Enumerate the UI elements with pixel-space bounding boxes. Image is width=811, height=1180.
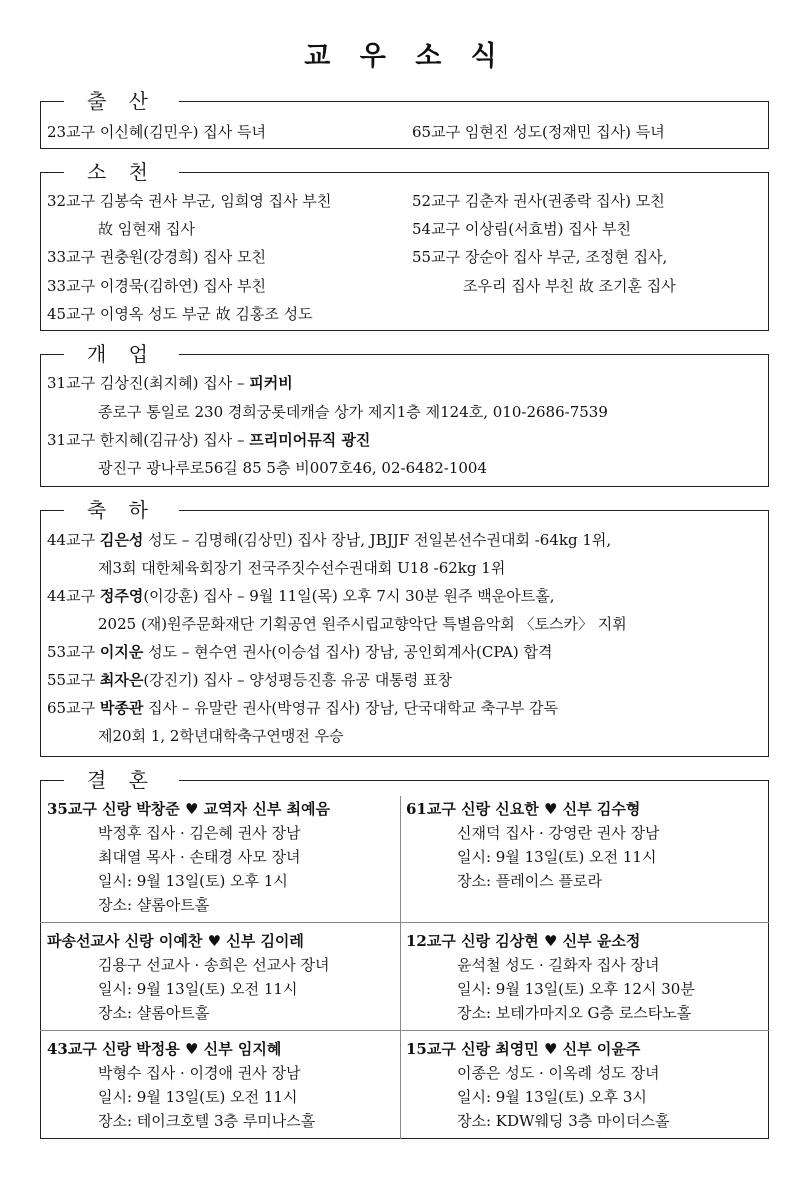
wedding-detail: 최대열 목사 · 손태경 사모 장녀	[98, 848, 301, 866]
opening-prefix: 31교구 한지혜(김규상) 집사 –	[47, 431, 250, 449]
congrats-text: 성도 – 김명해(김상민) 집사 장남, JBJJF 전일본선수권대회 -64kg 1위,	[143, 531, 612, 549]
congrats-parish: 53교구	[47, 643, 100, 661]
congrats-cont: 제20회 1, 2학년대학축구연맹전 우승	[98, 727, 344, 745]
wedding-detail: 장소: KDW웨딩 3층 마이더스홀	[457, 1112, 670, 1130]
opening-item	[47, 373, 293, 393]
congrats-name: 최자은	[99, 671, 144, 689]
wedding-couple: 43교구 신랑 박정용 ♥ 신부 임지혜	[47, 1040, 282, 1058]
congrats-name: 정주영	[99, 587, 144, 605]
wedding-heading: 결 혼	[64, 767, 179, 793]
page-title: 교 우 소 식	[304, 41, 507, 72]
congrats-item	[47, 670, 452, 690]
wedding-detail: 일시: 9월 13일(토) 오후 12시 30분	[457, 980, 695, 998]
birth-item: 23교구 이신혜(김민우) 집사 득녀	[47, 123, 266, 141]
wedding-detail: 일시: 9월 13일(토) 오전 11시	[98, 980, 298, 998]
opening-item	[47, 430, 370, 450]
wedding-couple: 12교구 신랑 김상현 ♥ 신부 윤소정	[406, 932, 641, 950]
congrats-name: 박종관	[99, 699, 144, 717]
opening-heading: 개 업	[64, 341, 179, 367]
opening-prefix: 31교구 김상진(최지혜) 집사 –	[47, 374, 250, 392]
congrats-name: 이지운	[99, 643, 144, 661]
congrats-item	[47, 642, 552, 662]
congrats-cont: 2025 (재)원주문화재단 기획공연 원주시립교향악단 특별음악회 〈토스카〉 지휘	[98, 615, 627, 633]
congrats-text: (강진기) 집사 – 양성평등진흥 유공 대통령 표창	[143, 671, 452, 689]
wedding-detail: 신재덕 집사 · 강영란 권사 장남	[457, 824, 660, 842]
opening-detail: 광진구 광나루로56길 85 5층 비007호46, 02-6482-1004	[98, 459, 488, 477]
congrats-text: 성도 – 현수연 권사(이승섭 집사) 장남, 공인회계사(CPA) 합격	[143, 643, 553, 661]
congrats-text: (이강훈) 집사 – 9월 11일(목) 오후 7시 30분 원주 백운아트홀,	[143, 587, 555, 605]
wedding-couple: 15교구 신랑 최영민 ♥ 신부 이윤주	[406, 1040, 641, 1058]
wedding-couple: 파송선교사 신랑 이예찬 ♥ 신부 김이레	[47, 932, 304, 950]
wedding-detail: 이종은 성도 · 이옥례 성도 장녀	[457, 1064, 660, 1082]
congrats-parish: 55교구	[47, 671, 100, 689]
wedding-detail: 일시: 9월 13일(토) 오전 11시	[98, 1088, 298, 1106]
wedding-card	[406, 797, 660, 893]
wedding-detail: 일시: 9월 13일(토) 오후 1시	[98, 872, 288, 890]
wedding-detail: 장소: 샬롬아트홀	[98, 1004, 210, 1022]
wedding-detail: 박정후 집사 · 김은혜 권사 장남	[98, 824, 301, 842]
wedding-row-divider	[40, 922, 769, 923]
wedding-detail: 김용구 선교사 · 송희은 선교사 장녀	[98, 956, 330, 974]
wedding-card	[406, 1037, 669, 1133]
wedding-couple: 35교구 신랑 박창준 ♥ 교역자 신부 최예음	[47, 800, 331, 818]
birth-item: 65교구 임현진 성도(정재민 집사) 득녀	[412, 123, 665, 141]
wedding-detail: 일시: 9월 13일(토) 오후 3시	[457, 1088, 647, 1106]
congrats-name: 김은성	[99, 531, 144, 549]
bereavement-item: 33교구 이경묵(김하연) 집사 부친	[47, 277, 266, 295]
bereavement-item: 45교구 이영옥 성도 부군 故 김홍조 성도	[47, 305, 313, 323]
congrats-item	[47, 586, 555, 606]
wedding-column-divider	[400, 796, 401, 1139]
wedding-couple: 61교구 신랑 신요한 ♥ 신부 김수형	[406, 800, 641, 818]
congrats-text: 집사 – 유말란 권사(박영규 집사) 장남, 단국대학교 축구부 감독	[143, 699, 558, 717]
congrats-item	[47, 530, 611, 550]
bereavement-item: 故 임현재 집사	[98, 220, 195, 238]
opening-business-name: 피커비	[249, 374, 293, 392]
bereavement-heading: 소 천	[64, 159, 179, 185]
congrats-parish: 65교구	[47, 699, 100, 717]
wedding-detail: 장소: 플레이스 플로라	[457, 872, 603, 890]
opening-business-name: 프리미어뮤직 광진	[249, 431, 371, 449]
congrats-parish: 44교구	[47, 587, 100, 605]
bereavement-item: 조우리 집사 부친 故 조기훈 집사	[463, 277, 676, 295]
bereavement-item: 52교구 김춘자 권사(권종락 집사) 모친	[412, 192, 665, 210]
wedding-card	[406, 929, 695, 1025]
congrats-parish: 44교구	[47, 531, 100, 549]
congrats-heading: 축 하	[64, 497, 179, 523]
bereavement-item: 54교구 이상림(서효범) 집사 부친	[412, 220, 631, 238]
bereavement-item: 55교구 장순아 집사 부군, 조정현 집사,	[412, 248, 668, 266]
wedding-detail: 장소: 샬롬아트홀	[98, 896, 210, 914]
wedding-card	[47, 1037, 315, 1133]
wedding-card	[47, 929, 329, 1025]
birth-heading: 출 산	[64, 88, 179, 114]
wedding-detail: 윤석철 성도 · 길화자 집사 장녀	[457, 956, 660, 974]
wedding-card	[47, 797, 330, 917]
congrats-item	[47, 698, 558, 718]
congrats-cont: 제3회 대한체육회장기 전국주짓수선수권대회 U18 -62kg 1위	[98, 559, 506, 577]
wedding-row-divider	[40, 1030, 769, 1031]
bereavement-item: 33교구 권충원(강경희) 집사 모친	[47, 248, 266, 266]
opening-detail: 종로구 통일로 230 경희궁롯데캐슬 상가 제지1층 제124호, 010-2686-7539	[98, 403, 608, 421]
wedding-detail: 장소: 테이크호텔 3층 루미나스홀	[98, 1112, 316, 1130]
bereavement-item: 32교구 김봉숙 권사 부군, 임희영 집사 부친	[47, 192, 332, 210]
wedding-detail: 일시: 9월 13일(토) 오전 11시	[457, 848, 657, 866]
wedding-detail: 박형수 집사 · 이경애 권사 장남	[98, 1064, 301, 1082]
wedding-detail: 장소: 보테가마지오 G층 로스타노홀	[457, 1004, 692, 1022]
